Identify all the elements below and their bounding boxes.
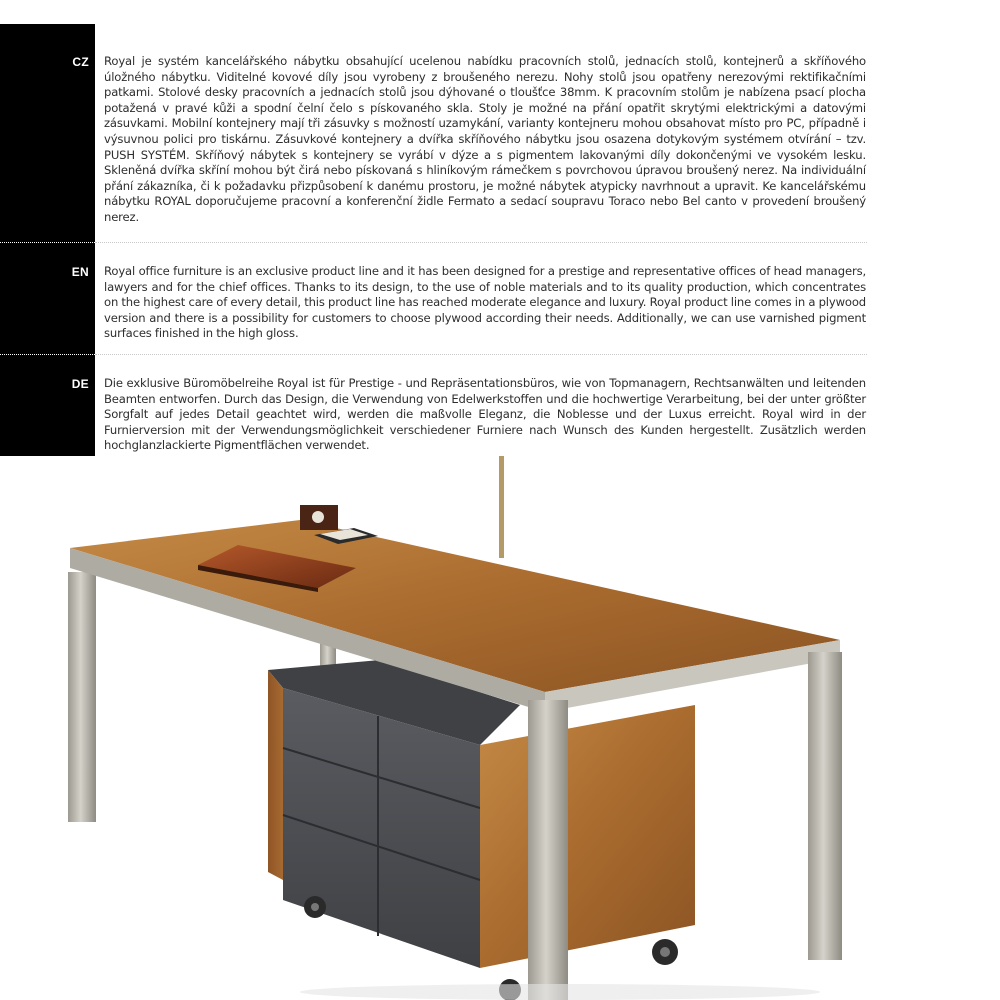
paragraph-cz: Royal je systém kancelářského nábytku obsahující ucelenou nabídku pracovních stolů, jednacích stolů, kontejnerů a skříňového úložného nábytku. Viditelné kovové díly jsou vyrobeny z broušeného nerezu. Nohy stolů jsou opatřeny nerezovými rektifikačními patkami. Stolové desky pracovních a jednacích stolů jsou dýhované o tloušťce 38mm. K pracovním stolům je nabízena psací plocha potažená v pravé kůži a spodní čelní čelo s pískovaného skla. Stoly je možné na přání opatřit skrytými elektrickými a datovými zásuvkami. Mobilní kontejnery mají tři zásuvky s možností uzamykání, varianty kontejneru mohou obsahovat místo pro PC, případně i výsuvnou polici pro tiskárnu. Zásuvkové kontejnery a dvířka skříňového nábytku jsou osazena dotykovým systémem otvírání – tzv. PUSH SYSTÉM. Skříňový nábytek s kontejnery se vyrábí v dýze a s pigmentem lakovanými díly dokončenými ve vysokém lesku. Skleněná dvířka skříní mohou být čirá nebo pískovaná s hliníkovým rámečkem s povrchovou úpravou broušený nerez. Na individuální přání zákazníka, či k požadavku přizpůsobení k danému prostoru, je možné nábytek atypicky navrhnout a upravit. Ke kancelářskému nábytku ROYAL doporučujeme pracovní a konferenční židle Fermato a sedací soupravu Toraco nebo Bel canto v provedení broušený nerez. [104,54,866,224]
paragraph-de: Die exklusive Büromöbelreihe Royal ist für Prestige - und Repräsentationsbüros, wie von Topmanagern, Rechtsanwälten und leitenden Beamten entworfen. Durch das Design, die Verwendung von Edelwerkstoffen und die hochwertige Verarbeitung, bei der unter größter Sorgfalt auf jedes Detail geachtet wird, werden die maßvolle Eleganz, die Noblesse und der Luxus erreicht. Royal wird in der Furnierversion mit der Verwendungsmöglichkeit verschiedener Furniere nach Wunsch des Kunden hergestellt. Zusätzlich werden hochglanzlackierte Pigmentflächen verwendet. [104,376,866,453]
drawer-container [268,660,695,1000]
divider [95,242,867,243]
language-sidebar [0,24,95,456]
lang-label-de: DE [71,377,89,391]
desk-lamp [499,456,504,558]
lang-label-cz: CZ [72,55,89,69]
divider [0,242,95,243]
product-photo [0,456,1000,1000]
desk-leg [68,572,96,822]
paragraph-en: Royal office furniture is an exclusive product line and it has been designed for a prestige and representative offices of head managers, lawyers and for the chief offices. Thanks to its design, to the use of noble materials and to its quality production, which concentrates on the highest care of every detail, this product line has reached moderate elegance and luxury. Royal product line comes in a plywood version and there is a possibility for customers to choose plywood according their needs. Additionally, we can use varnished pigment surfaces finished in the high gloss. [104,264,866,341]
divider [0,354,95,355]
divider [95,354,867,355]
lang-label-en: EN [71,265,89,279]
